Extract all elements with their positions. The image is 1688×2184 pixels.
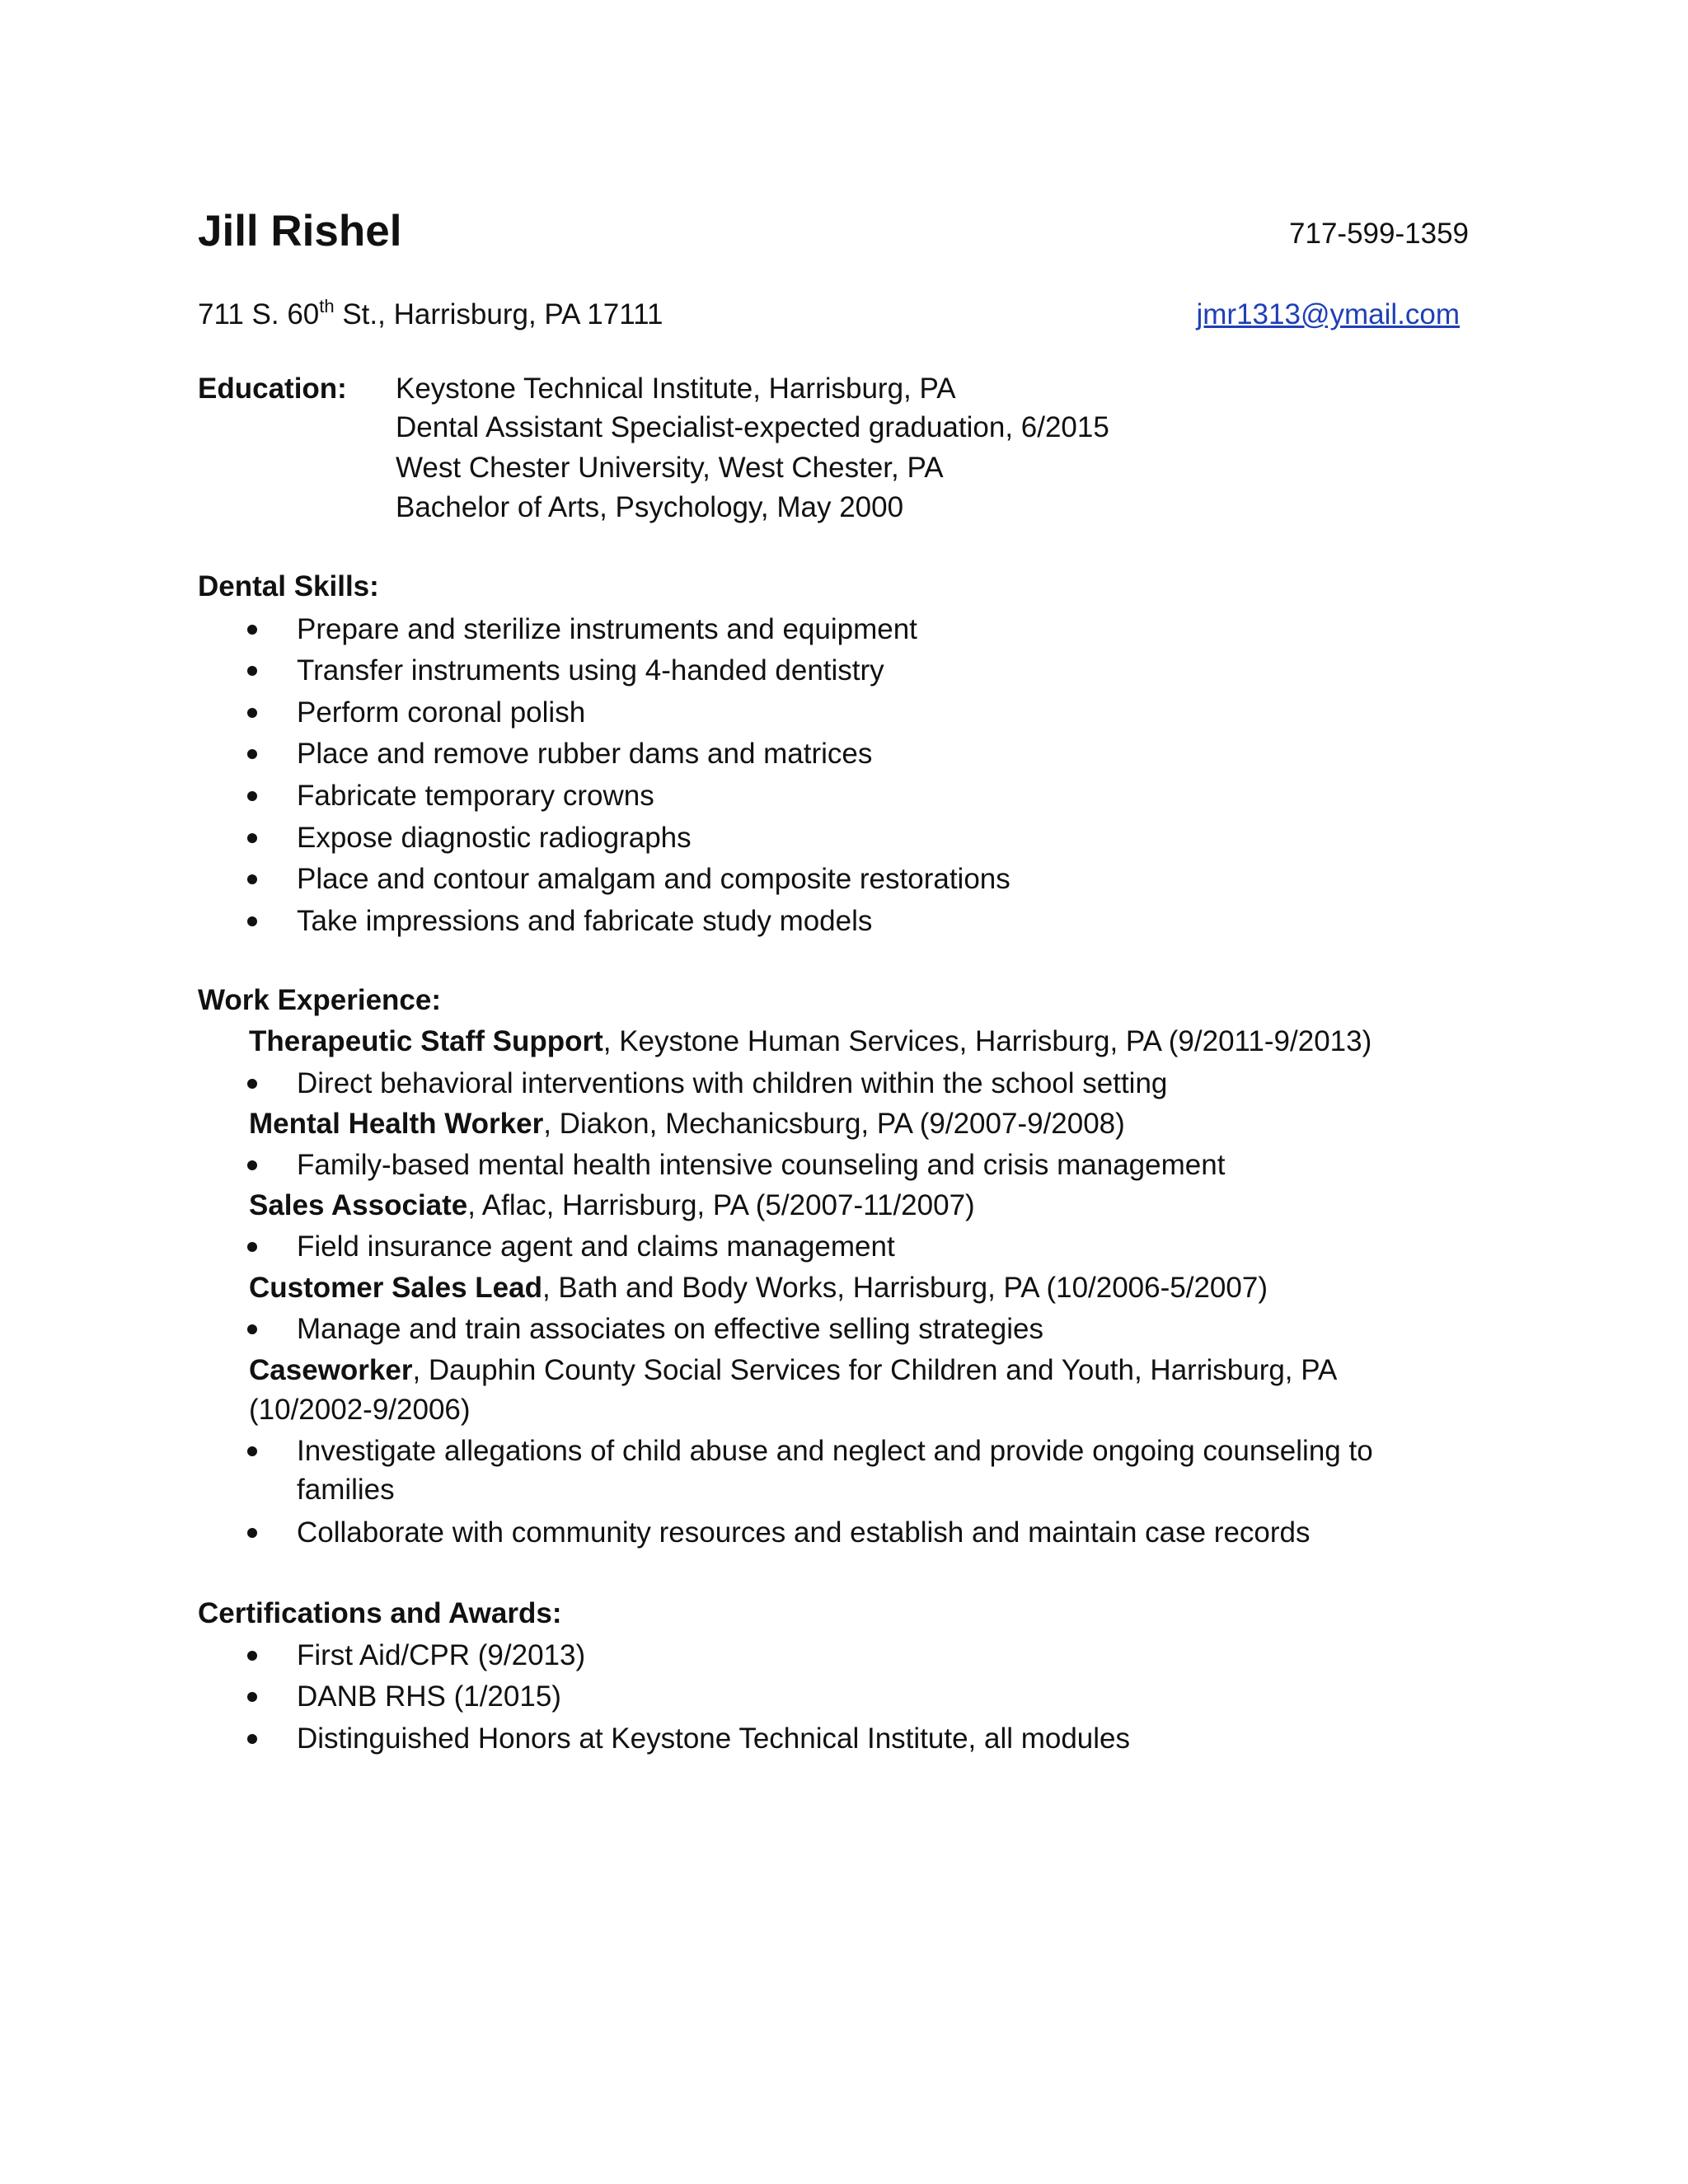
education-heading: Education:	[198, 373, 347, 405]
bullet-icon	[247, 1324, 257, 1334]
bullet-icon	[247, 791, 257, 801]
job-heading	[249, 1188, 975, 1224]
job-heading	[249, 1024, 1372, 1060]
list-item-text: Direct behavioral interventions with children within the school setting	[297, 1067, 1168, 1099]
list-item-text: Collaborate with community resources and establish and maintain case records	[297, 1516, 1311, 1549]
list-item-text: Transfer instruments using 4-handed dentistry	[297, 654, 884, 687]
bullet-icon	[247, 1079, 257, 1089]
job-details-continuation: (10/2002-9/2006)	[249, 1394, 471, 1426]
job-title: Mental Health Worker	[249, 1108, 544, 1140]
job-title: Caseworker	[249, 1354, 413, 1386]
bullet-icon	[247, 1692, 257, 1702]
list-item-text: Expose diagnostic radiographs	[297, 822, 692, 854]
bullet-icon	[247, 1528, 257, 1538]
list-item-text: First Aid/CPR (9/2013)	[297, 1639, 586, 1671]
dental-skills-heading: Dental Skills:	[198, 570, 379, 602]
bullet-icon	[247, 1651, 257, 1661]
list-item-text: Prepare and sterilize instruments and equipment	[297, 613, 917, 645]
list-item-text: Place and remove rubber dams and matrices	[297, 738, 873, 770]
bullet-icon	[247, 625, 257, 635]
education-line: West Chester University, West Chester, PA	[396, 452, 944, 484]
education-line: Dental Assistant Specialist-expected graduation, 6/2015	[396, 411, 1109, 443]
bullet-icon	[247, 708, 257, 718]
list-item-text: DANB RHS (1/2015)	[297, 1680, 561, 1713]
education-line: Bachelor of Arts, Psychology, May 2000	[396, 491, 904, 523]
list-item-text: Investigate allegations of child abuse and neglect and provide ongoing counseling to	[297, 1435, 1373, 1467]
bullet-icon	[247, 666, 257, 676]
job-heading	[249, 1270, 1268, 1306]
education-line: Keystone Technical Institute, Harrisburg, PA	[396, 373, 956, 405]
list-item-continuation: families	[297, 1474, 395, 1506]
list-item-text: Place and contour amalgam and composite restorations	[297, 863, 1010, 895]
applicant-name: Jill Rishel	[198, 207, 402, 255]
job-details: , Aflac, Harrisburg, PA (5/2007-11/2007)	[467, 1189, 975, 1221]
bullet-icon	[247, 833, 257, 843]
work-experience-heading: Work Experience:	[198, 984, 442, 1016]
list-item-text: Field insurance agent and claims management	[297, 1230, 895, 1263]
list-item-text: Manage and train associates on effective selling strategies	[297, 1313, 1044, 1345]
job-title: Therapeutic Staff Support	[249, 1025, 603, 1057]
address-suffix: St., Harrisburg, PA 17111	[334, 298, 663, 330]
bullet-icon	[247, 874, 257, 884]
email-link[interactable]: jmr1313@ymail.com	[1196, 298, 1460, 330]
address-prefix: 711 S. 60	[198, 298, 320, 330]
job-title: Customer Sales Lead	[249, 1272, 542, 1304]
bullet-icon	[247, 1242, 257, 1252]
job-details: , Keystone Human Services, Harrisburg, PA (9/2011-9/2013)	[603, 1025, 1372, 1057]
job-details: , Bath and Body Works, Harrisburg, PA (10/2006-5/2007)	[542, 1272, 1268, 1304]
job-details: , Diakon, Mechanicsburg, PA (9/2007-9/2008)	[543, 1108, 1125, 1140]
bullet-icon	[247, 1160, 257, 1170]
list-item-text: Family-based mental health intensive counseling and crisis management	[297, 1149, 1226, 1181]
job-details: , Dauphin County Social Services for Children and Youth, Harrisburg, PA	[412, 1354, 1338, 1386]
phone-number: 717-599-1359	[1289, 218, 1469, 250]
job-heading	[249, 1106, 1125, 1142]
certifications-heading: Certifications and Awards:	[198, 1597, 562, 1629]
bullet-icon	[247, 1446, 257, 1456]
list-item-text: Distinguished Honors at Keystone Technical Institute, all modules	[297, 1722, 1131, 1755]
job-title: Sales Associate	[249, 1189, 468, 1221]
list-item-text: Perform coronal polish	[297, 696, 586, 729]
street-address	[198, 297, 663, 333]
bullet-icon	[247, 749, 257, 759]
bullet-icon	[247, 1734, 257, 1744]
list-item-text: Fabricate temporary crowns	[297, 780, 654, 812]
list-item-text: Take impressions and fabricate study models	[297, 905, 873, 937]
job-heading	[249, 1352, 1337, 1389]
address-ordinal-suffix: th	[319, 296, 335, 316]
bullet-icon	[247, 916, 257, 926]
